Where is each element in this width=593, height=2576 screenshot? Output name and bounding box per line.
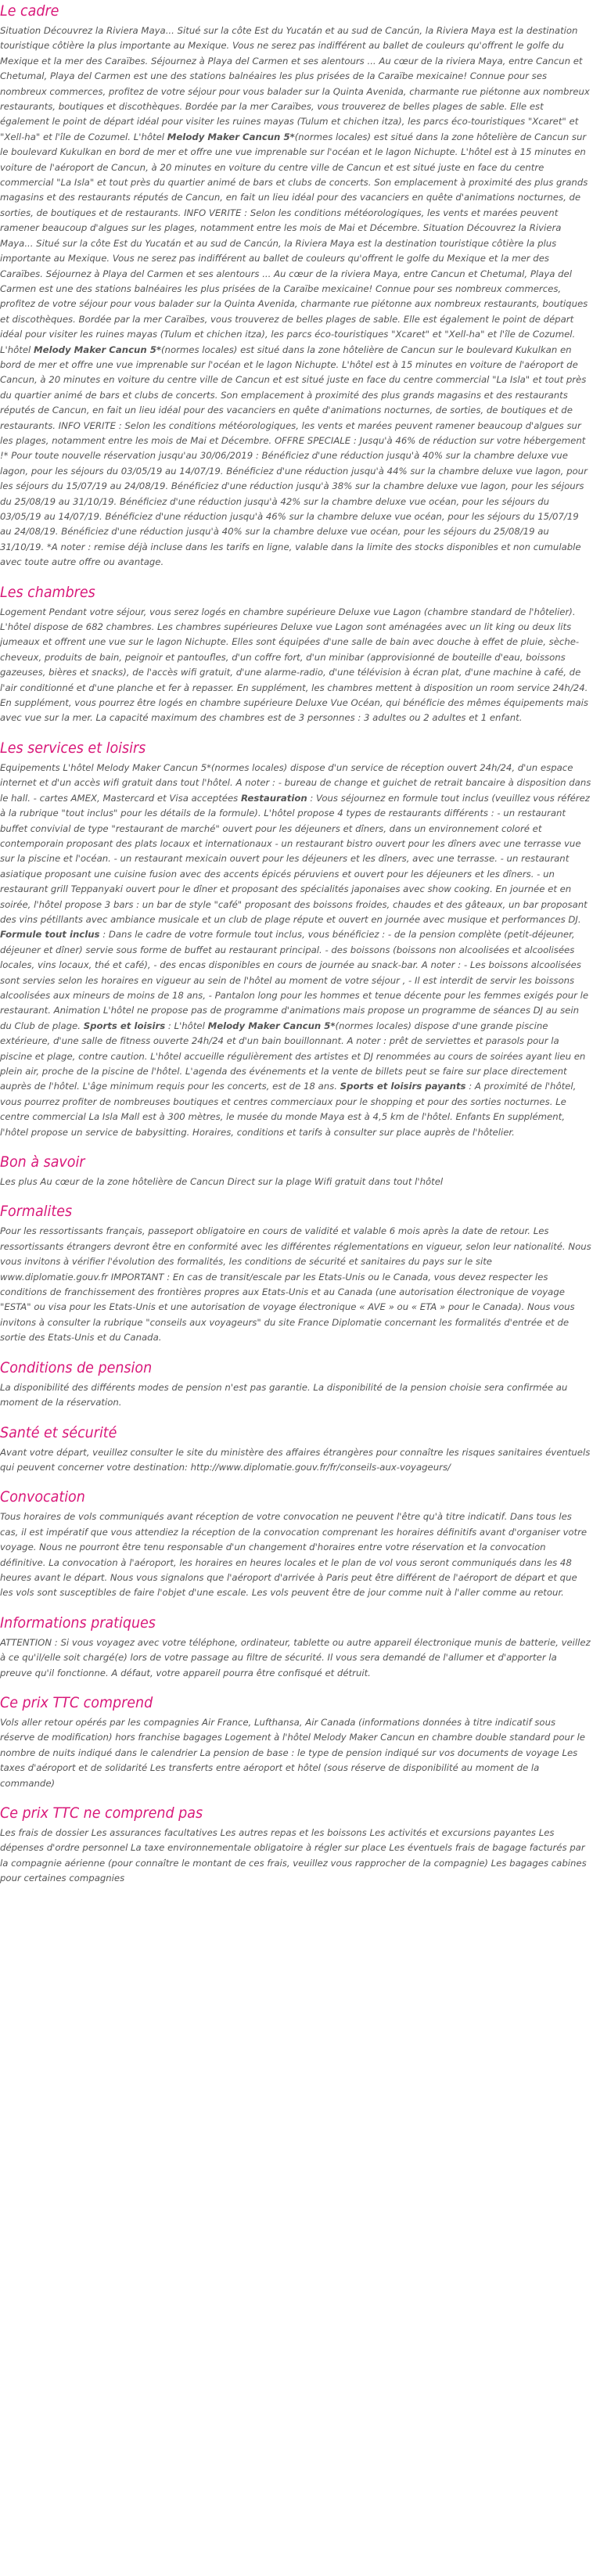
text-emphasis: Sports et loisirs (83, 1020, 166, 1031)
section-title: Santé et sécurité (0, 1423, 117, 1441)
section-text (0, 1445, 593, 1476)
text-emphasis: Melody Maker Cancun 5* (167, 131, 295, 142)
text-run: Pour les ressortissants français, passeport obligatoire en cours de validité et valable 6 mois après la date de retour. Les ressortissants étrangers devront être en conformité avec les différentes réglementations en vigueur, selon leur nationalité. Nous vous invitons à vérifier l'évolution des formalités, les conditions de sécurité et sanitaires du pays sur le site www.diplomatie.gouv.fr IMPORTANT : En cas de transit/escale par les Etats-Unis ou le Canada, vous devez respecter les conditions de franchissement des frontières propres aux Etats-Unis et au Canada (une autorisation électronique de voyage "ESTA" ou visa pour les Etats-Unis et une autorisation de voyage électronique « AVE » ou « ETA » pour le Canada). Nous vous invitons à consulter la rubrique "conseils aux voyageurs" du site France Diplomatie concernant les formalités d'entrée et de sortie des Etats-Unis et du Canada. (0, 1225, 591, 1344)
section-conditions-pension (0, 1358, 593, 1411)
section-text (0, 23, 593, 570)
section-text (0, 761, 593, 1140)
section-text (0, 1635, 593, 1681)
section-title: Les services et loisirs (0, 739, 146, 757)
text-run: (normes locales) est situé dans la zone hôtelière de Cancun sur le boulevard Kukulkan en bord de mer et offre une vue imprenable sur l'océan et le lagon Nichupte. L'hôtel est à 15 minutes en voiture de l'aéroport de Cancun, à 20 minutes en voiture du centre ville de Cancun et est situé juste en face du centre commercial "La Isla" et tout près du quartier animé de bars et clubs de concerts. Son emplacement à proximité des plus grands magasins et des restaurants réputés de Cancun, en fait un lieu idéal pour des vacanciers en quête d'animations nocturnes, de sorties, de boutiques et de restaurants. INFO VERITE : Selon les conditions météorologiques, les vents et marées peuvent ramener beaucoup d'algues sur les plages, notamment entre les mois de Mai et Décembre. Situation Découvrez la Riviera Maya... Situé sur la côte Est du Yucatán et au sud de Cancún, la Riviera Maya est la destination touristique côtière la plus importante au Mexique. Vous ne serez pas indifférent au ballet de couleurs qu'offrent le golfe du Mexique et la mer des Caraïbes. Séjournez à Playa del Carmen et ses alentours ... Au cœur de la riviera Maya, entre Cancun et Chetumal, Playa del Carmen est une des stations balnéaires les plus prisées de la Caraïbe mexicaine! Connue pour ses nombreux commerces, profitez de votre séjour pour vous balader sur la Quinta Avenida, charmante rue piétonne aux nombreux restaurants, boutiques et discothèques. Bordée par la mer Caraïbes, vous trouverez de belles plages de sable. Elle est également le point de départ idéal pour visiter les ruines mayas (Tulum et chichen itza), les parcs éco-touristiques "Xcaret" et "Xell-ha" et l'île de Cozumel. L'hôtel (0, 131, 588, 355)
text-run: : Vous séjournez en formule tout inclus (veuillez vous référez à la rubrique "tout inclus" pour les détails de la formule). L'hôtel propose 4 types de restaurants différents : - un restaurant buffet convivial de type "restaurant de marché" ouvert pour les déjeuners et dîners, dans un environnement coloré et contemporain proposant des plats locaux et internationaux - un restaurant bistro ouvert pour les dîners avec une terrasse vue sur la piscine et l'océan. - un restaurant mexicain ouvert pour les déjeuners et les dîners, avec une terrasse. - un restaurant asiatique proposant une cuisine fusion avec des accents épicés péruviens et ouvert pour les déjeuners et les dîners. - un restaurant grill Teppanyaki ouvert pour le dîner et proposant des spécialités japonaises avec show cooking. En journée et en soirée, l'hôtel propose 3 bars : un bar de style "café" proposant des boissons froides, chaudes et des gâteaux, un bar proposant des vins pétillants avec ambiance musicale et un club de plage répute et ouvert en journée avec musique et performances DJ. (0, 792, 590, 925)
section-title: Le cadre (0, 2, 59, 20)
text-run: (normes locales) dispose d'une grande piscine extérieure, d'une salle de fitness ouverte 24h/24 et d'un bain bouillonnant. A noter : prêt de serviettes et parasols pour la piscine et plage, contre caution. L'hôtel accueille régulièrement des artistes et DJ renommées au cours de soirées ayant lieu en plein air, proche de la piscine de l'hôtel. L'agenda des événements et la vente de billets peut se faire sur place directement auprès de l'hôtel. L'âge minimum requis pour les concerts, est de 18 ans. (0, 1020, 586, 1092)
text-run: Les frais de dossier Les assurances facultatives Les autres repas et les boissons Les activités et excursions payantes Les dépenses d'ordre personnel La taxe environnementale obligatoire à régler sur place Les éventuels frais de bagage facturés par la compagnie aérienne (pour connaître le montant de ces frais, veuillez vous rapprocher de la compagnie) Les bagages cabines pour certaines compagnies (0, 1827, 587, 1884)
section-title: Les chambres (0, 583, 95, 601)
section-title: Conditions de pension (0, 1358, 153, 1376)
text-run: La disponibilité des différents modes de pension n'est pas garantie. La disponibilité de la pension choisie sera confirmée au moment de la réservation. (0, 1381, 568, 1409)
text-run: : Dans le cadre de votre formule tout inclus, vous bénéficiez : - de la pension complète (petit-déjeuner, déjeuner et dîner) servie sous forme de buffet au restaurant principal. - des boissons (boissons non alcoolisées et alcoolisées locales, vins locaux, thé et café), - des encas disponibles en cours de journée au snack-bar. A noter : - Les boissons alcoolisées sont servies selon les horaires en vigueur au sein de l'hôtel au moment de votre séjour , - Il est interdit de servir les boissons alcoolisées aux mineurs de moins de 18 ans, - Pantalon long pour les hommes et tenue décente pour les femmes exigés pour le restaurant. Animation L'hôtel ne propose pas de programme d'animations mais propose un programme de séances DJ au sein du Club de plage. (0, 929, 589, 1031)
text-run: Equipements L'hôtel Melody Maker Cancun 5*(normes locales) dispose d'un service de réception ouvert 24h/24, d'un espace internet et d'un accès wifi gratuit dans tout l'hôtel. A noter : - bureau de change et guichet de retrait bancaire à disposition dans le hall. - cartes AMEX, Mastercard et Visa acceptées (0, 761, 591, 804)
section-bon-a-savoir (0, 1153, 593, 1189)
section-cadre (0, 2, 593, 570)
text-run: : A proximité de l'hôtel, vous pourrez profiter de nombreuses boutiques et centres commerciaux pour le shopping et pour des sorties nocturnes. Le centre commercial La Isla Mall est à 300 mètres, le musée du monde Maya est à 4,5 km de l'hôtel. Enfants En supplément, l'hôtel propose un service de babysitting. Horaires, conditions et tarifs à consulter sur place auprès de l'hôtelier. (0, 1081, 577, 1138)
section-text (0, 1826, 593, 1887)
text-run: Logement Pendant votre séjour, vous serez logés en chambre supérieure Deluxe vue Lagon (chambre standard de l'hôtelier). L'hôtel dispose de 682 chambres. Les chambres supérieures Deluxe vue Lagon sont aménagées avec un lit king ou deux lits jumeaux et offrent une vue sur le lagon Nichupte. Elles sont équipées d'une salle de bain avec douche à effet de pluie, sèche-cheveux, produits de bain, peignoir et pantoufles, d'un coffre fort, d'un minibar (approvisionné de bouteille d'eau, boissons gazeuses, bières et snacks), de l'accès wifi gratuit, d'une alarme-radio, d'une télévision à écran plat, d'une machine à café, de l'air conditionné et d'une planche et fer à repasser. En supplément, les chambres mettent à disposition un room service 24h/24. En supplément, vous pourrez être logés en chambre supérieure Deluxe Vue Océan, qui bénéficie des mêmes équipements mais avec vue sur la mer. La capacité maximum des chambres est de 3 personnes : 3 adultes ou 2 adultes et 1 enfant. (0, 606, 588, 724)
section-formalites (0, 1202, 593, 1345)
section-chambres (0, 583, 593, 726)
text-emphasis: Formule tout inclus (0, 929, 100, 941)
text-run: Situation Découvrez la Riviera Maya... Situé sur la côte Est du Yucatán et au sud de Cancún, la Riviera Maya est la destination touristique côtière la plus importante au Mexique. Vous ne serez pas indifférent au ballet de couleurs qu'offrent le golfe du Mexique et la mer des Caraïbes. Séjournez à Playa del Carmen et ses alentours ... Au cœur de la riviera Maya, entre Cancun et Chetumal, Playa del Carmen est une des stations balnéaires les plus prisées de la Caraïbe mexicaine! Connue pour ses nombreux commerces, profitez de votre séjour pour vous balader sur la Quinta Avenida, charmante rue piétonne aux nombreux restaurants, boutiques et discothèques. Bordée par la mer Caraïbes, vous trouverez de belles plages de sable. Elle est également le point de départ idéal pour visiter les ruines mayas (Tulum et chichen itza), les parcs éco-touristiques "Xcaret" et "Xell-ha" et l'île de Cozumel. L'hôtel (0, 25, 590, 142)
section-prix-ne-comprend-pas (0, 1804, 593, 1887)
text-run: : L'hôtel (165, 1020, 208, 1031)
section-services (0, 739, 593, 1140)
text-run: Avant votre départ, veuillez consulter le site du ministère des affaires étrangères pour connaître les risques sanitaires éventuels qui peuvent concerner votre destination: http://www.diplomatie.gouv.fr/fr/conseils-aux-voyageurs/ (0, 1446, 591, 1473)
section-prix-comprend (0, 1693, 593, 1791)
section-title: Bon à savoir (0, 1153, 85, 1171)
section-informations-pratiques (0, 1614, 593, 1681)
text-run: Les plus Au cœur de la zone hôtelière de Cancun Direct sur la plage Wifi gratuit dans tout l'hôtel (0, 1176, 444, 1188)
section-text (0, 1715, 593, 1791)
text-emphasis: Melody Maker Cancun 5* (34, 344, 161, 355)
section-title: Convocation (0, 1488, 85, 1506)
section-title: Informations pratiques (0, 1614, 156, 1632)
section-title: Ce prix TTC comprend (0, 1693, 153, 1711)
section-convocation (0, 1488, 593, 1600)
section-text (0, 1380, 593, 1411)
section-text (0, 1175, 593, 1189)
section-sante-securite (0, 1423, 593, 1476)
section-title: Formalites (0, 1203, 73, 1221)
text-emphasis: Restauration (240, 792, 307, 804)
text-emphasis: Melody Maker Cancun 5* (207, 1020, 336, 1031)
section-text (0, 1224, 593, 1345)
section-text (0, 1509, 593, 1600)
section-text (0, 605, 593, 726)
text-run: Vols aller retour opérés par les compagnies Air France, Lufthansa, Air Canada (informations données à titre indicatif sous réserve de modification) hors franchise bagages Logement à l'hôtel Melody Maker Cancun en chambre double standard pour le nombre de nuits indiqué dans le calendrier La pension de base : le type de pension indiqué sur vos documents de voyage Les taxes d'aéroport et de solidarité Les transferts entre aéroport et hôtel (sous réserve de disponibilité au moment de la commande) (0, 1716, 585, 1789)
text-run: Tous horaires de vols communiqués avant réception de votre convocation ne peuvent l'être qu'à titre indicatif. Dans tous les cas, il est impératif que vous attendiez la réception de la convocation comprenant les horaires définitifs avant d'organiser votre voyage. Nous ne pourront être tenu responsable d'un changement d'horaires entre votre réservation et la convocation définitive. La convocation à l'aéroport, les horaires en heures locales et le plan de vol vous seront communiqués dans les 48 heures avant le départ. Nous vous signalons que l'aéroport d'arrivée à Paris peut être différent de l'aéroport de départ et que les vols sont susceptibles de faire l'objet d'une escale. Les vols peuvent être de jour comme nuit à l'aller comme au retour. (0, 1511, 588, 1599)
text-run: ATTENTION : Si vous voyagez avec votre téléphone, ordinateur, tablette ou autre appareil électronique munis de batterie, veillez à ce qu'il/elle soit chargé(e) lors de votre passage au filtre de sécurité. Il vous sera demandé de l'allumer et d'apporter la preuve qu'il fonctionne. A défaut, votre appareil pourra être confisqué et détruit. (0, 1636, 591, 1678)
section-title: Ce prix TTC ne comprend pas (0, 1804, 203, 1822)
text-run: (normes locales) est situé dans la zone hôtelière de Cancun sur le boulevard Kukulkan en bord de mer et offre une vue imprenable sur l'océan et le lagon Nichupte. L'hôtel est à 15 minutes en voiture de l'aéroport de Cancun, à 20 minutes en voiture du centre ville de Cancun et est situé juste en face du centre commercial "La Isla" et tout près du quartier animé de bars et clubs de concerts. Son emplacement à proximité des plus grands magasins et des restaurants réputés de Cancun, en fait un lieu idéal pour des vacanciers en quête d'animations nocturnes, de sorties, de boutiques et de restaurants. INFO VERITE : Selon les conditions météorologiques, les vents et marées peuvent ramener beaucoup d'algues sur les plages, notamment entre les mois de Mai et Décembre. OFFRE SPECIALE : Jusqu'à 46% de réduction sur votre hébergement !* Pour toute nouvelle réservation jusqu'au 30/06/2019 : Bénéficiez d'une réduction jusqu'à 40% sur la chambre deluxe vue lagon, pour les séjours du 03/05/19 au 14/07/19. Bénéficiez d'une réduction jusqu'à 44% sur la chambre deluxe vue lagon, pour les séjours du 15/07/19 au 24/08/19. Bénéficiez d'une réduction jusqu'à 38% sur la chambre deluxe vue lagon, pour les séjours du 25/08/19 au 31/10/19. Bénéficiez d'une réduction jusqu'à 42% sur la chambre deluxe vue océan, pour les séjours du 03/05/19 au 14/07/19. Bénéficiez d'une réduction jusqu'à 46% sur la chambre deluxe vue océan, pour les séjours du 15/07/19 au 24/08/19. Bénéficiez d'une réduction jusqu'à 40% sur la chambre deluxe vue océan, pour les séjours du 25/08/19 au 31/10/19. *A noter : remise déjà incluse dans les tarifs en ligne, valable dans la limite des stocks disponibles et non cumulable avec toute autre offre ou avantage. (0, 344, 588, 568)
text-emphasis: Sports et loisirs payants (340, 1081, 466, 1092)
